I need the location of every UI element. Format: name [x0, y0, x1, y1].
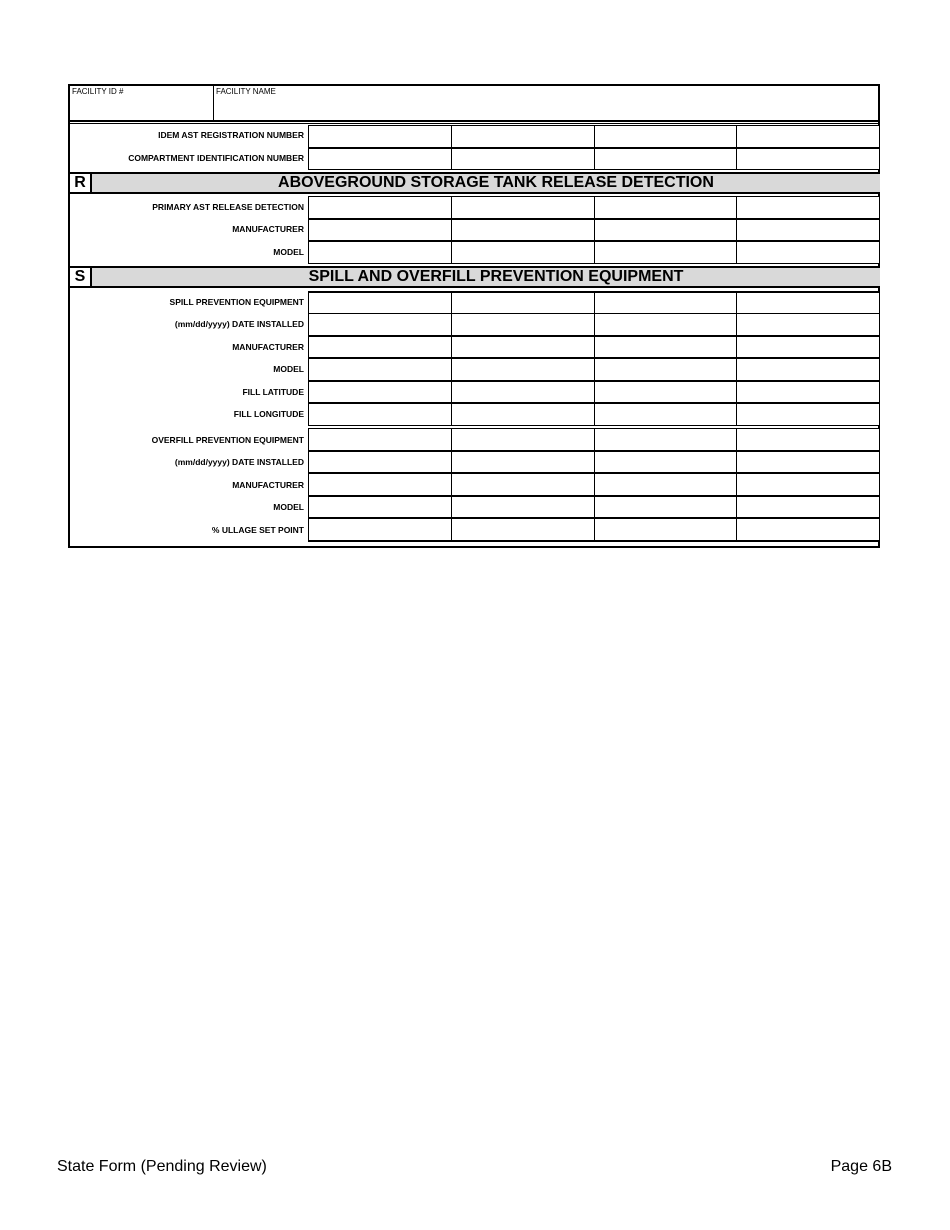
row-label-compartment-id: COMPARTMENT IDENTIFICATION NUMBER: [128, 153, 304, 163]
input-cell[interactable]: [594, 519, 737, 540]
spill-date-row: [308, 313, 880, 336]
row-label-ullage-set-point: % ULLAGE SET POINT: [211, 525, 304, 535]
primary-release-detection-row: [308, 196, 880, 219]
input-cell[interactable]: [451, 197, 594, 218]
row-label-overfill-model: MODEL: [273, 502, 304, 512]
input-cell[interactable]: [736, 242, 879, 263]
input-cell[interactable]: [309, 242, 451, 263]
input-cell[interactable]: [309, 404, 451, 425]
input-cell[interactable]: [309, 452, 451, 472]
input-cell[interactable]: [451, 474, 594, 495]
input-cell[interactable]: [451, 519, 594, 540]
input-cell[interactable]: [309, 337, 451, 357]
input-cell[interactable]: [451, 497, 594, 517]
input-cell[interactable]: [594, 197, 737, 218]
footer-page-number: Page 6B: [830, 1158, 892, 1175]
r-manufacturer-row: [308, 218, 880, 241]
facility-id-field[interactable]: [70, 86, 214, 120]
input-cell[interactable]: [594, 126, 737, 147]
section-r-letter: R: [70, 174, 92, 192]
input-cell[interactable]: [736, 337, 879, 357]
input-cell[interactable]: [451, 293, 594, 313]
spill-manufacturer-row: [308, 335, 880, 358]
input-cell[interactable]: [451, 220, 594, 240]
row-label-overfill-date: (mm/dd/yyyy) DATE INSTALLED: [174, 457, 304, 467]
spill-equipment-row: [308, 291, 880, 314]
input-cell[interactable]: [736, 429, 879, 450]
input-cell[interactable]: [736, 474, 879, 495]
fill-longitude-row: [308, 403, 880, 426]
section-r-title: ABOVEGROUND STORAGE TANK RELEASE DETECTION: [278, 174, 714, 191]
facility-name-field[interactable]: [214, 86, 878, 120]
row-label-spill-model: MODEL: [273, 364, 304, 374]
registration-number-row: [308, 125, 880, 148]
row-label-overfill-manufacturer: MANUFACTURER: [232, 480, 304, 490]
row-label-primary-release-detection: PRIMARY AST RELEASE DETECTION: [152, 202, 304, 212]
input-cell[interactable]: [451, 452, 594, 472]
footer-form-name: State Form (Pending Review): [57, 1158, 267, 1175]
input-cell[interactable]: [309, 474, 451, 495]
facility-name-label: FACILITY NAME: [216, 87, 276, 96]
fill-latitude-row: [308, 380, 880, 403]
input-cell[interactable]: [594, 382, 737, 402]
input-cell[interactable]: [736, 126, 879, 147]
ast-form: [68, 84, 880, 548]
row-label-spill-date: (mm/dd/yyyy) DATE INSTALLED: [174, 319, 304, 329]
input-cell[interactable]: [736, 382, 879, 402]
input-cell[interactable]: [451, 382, 594, 402]
row-label-overfill-equipment: OVERFILL PREVENTION EQUIPMENT: [151, 435, 304, 445]
input-cell[interactable]: [451, 126, 594, 147]
input-cell[interactable]: [736, 497, 879, 517]
overfill-manufacturer-row: [308, 473, 880, 496]
input-cell[interactable]: [309, 519, 451, 540]
input-cell[interactable]: [594, 293, 737, 313]
input-cell[interactable]: [451, 337, 594, 357]
overfill-model-row: [308, 495, 880, 518]
input-cell[interactable]: [736, 452, 879, 472]
overfill-date-row: [308, 450, 880, 473]
input-cell[interactable]: [594, 474, 737, 495]
input-cell[interactable]: [451, 359, 594, 380]
input-cell[interactable]: [309, 293, 451, 313]
row-label-spill-equipment: SPILL PREVENTION EQUIPMENT: [169, 297, 304, 307]
input-cell[interactable]: [309, 126, 451, 147]
input-cell[interactable]: [309, 359, 451, 380]
input-cell[interactable]: [594, 337, 737, 357]
input-cell[interactable]: [736, 220, 879, 240]
input-cell[interactable]: [736, 293, 879, 313]
input-cell[interactable]: [451, 149, 594, 169]
input-cell[interactable]: [451, 242, 594, 263]
section-s-header: [70, 266, 880, 288]
compartment-id-row: [308, 147, 880, 170]
row-label-r-manufacturer: MANUFACTURER: [232, 224, 304, 234]
section-s-letter: S: [70, 268, 92, 286]
input-cell[interactable]: [451, 429, 594, 450]
spill-model-row: [308, 358, 880, 381]
section-r-header: [70, 172, 880, 194]
input-cell[interactable]: [451, 404, 594, 425]
input-cell[interactable]: [309, 382, 451, 402]
input-cell[interactable]: [594, 149, 737, 169]
row-label-fill-longitude: FILL LONGITUDE: [233, 409, 304, 419]
input-cell[interactable]: [594, 429, 737, 450]
input-cell[interactable]: [309, 497, 451, 517]
input-cell[interactable]: [309, 429, 451, 450]
input-cell[interactable]: [451, 314, 594, 335]
row-label-registration-number: IDEM AST REGISTRATION NUMBER: [158, 130, 304, 140]
overfill-equipment-row: [308, 428, 880, 451]
input-cell[interactable]: [309, 149, 451, 169]
section-s-title: SPILL AND OVERFILL PREVENTION EQUIPMENT: [308, 268, 684, 285]
input-cell[interactable]: [594, 497, 737, 517]
input-cell[interactable]: [736, 314, 879, 335]
row-label-fill-latitude: FILL LATITUDE: [242, 387, 304, 397]
input-cell[interactable]: [309, 197, 451, 218]
divider: [70, 123, 878, 124]
row-label-r-model: MODEL: [273, 247, 304, 257]
row-label-spill-manufacturer: MANUFACTURER: [232, 342, 304, 352]
ullage-set-point-row: [308, 518, 880, 542]
input-cell[interactable]: [594, 452, 737, 472]
input-cell[interactable]: [736, 404, 879, 425]
input-cell[interactable]: [594, 359, 737, 380]
input-cell[interactable]: [594, 404, 737, 425]
facility-id-label: FACILITY ID #: [72, 87, 124, 96]
input-cell[interactable]: [736, 519, 879, 540]
input-cell[interactable]: [594, 314, 737, 335]
input-cell[interactable]: [594, 220, 737, 240]
input-cell[interactable]: [736, 149, 879, 169]
input-cell[interactable]: [736, 359, 879, 380]
r-model-row: [308, 241, 880, 264]
input-cell[interactable]: [309, 314, 451, 335]
input-cell[interactable]: [594, 242, 737, 263]
input-cell[interactable]: [736, 197, 879, 218]
facility-header-row: [70, 86, 878, 122]
input-cell[interactable]: [309, 220, 451, 240]
